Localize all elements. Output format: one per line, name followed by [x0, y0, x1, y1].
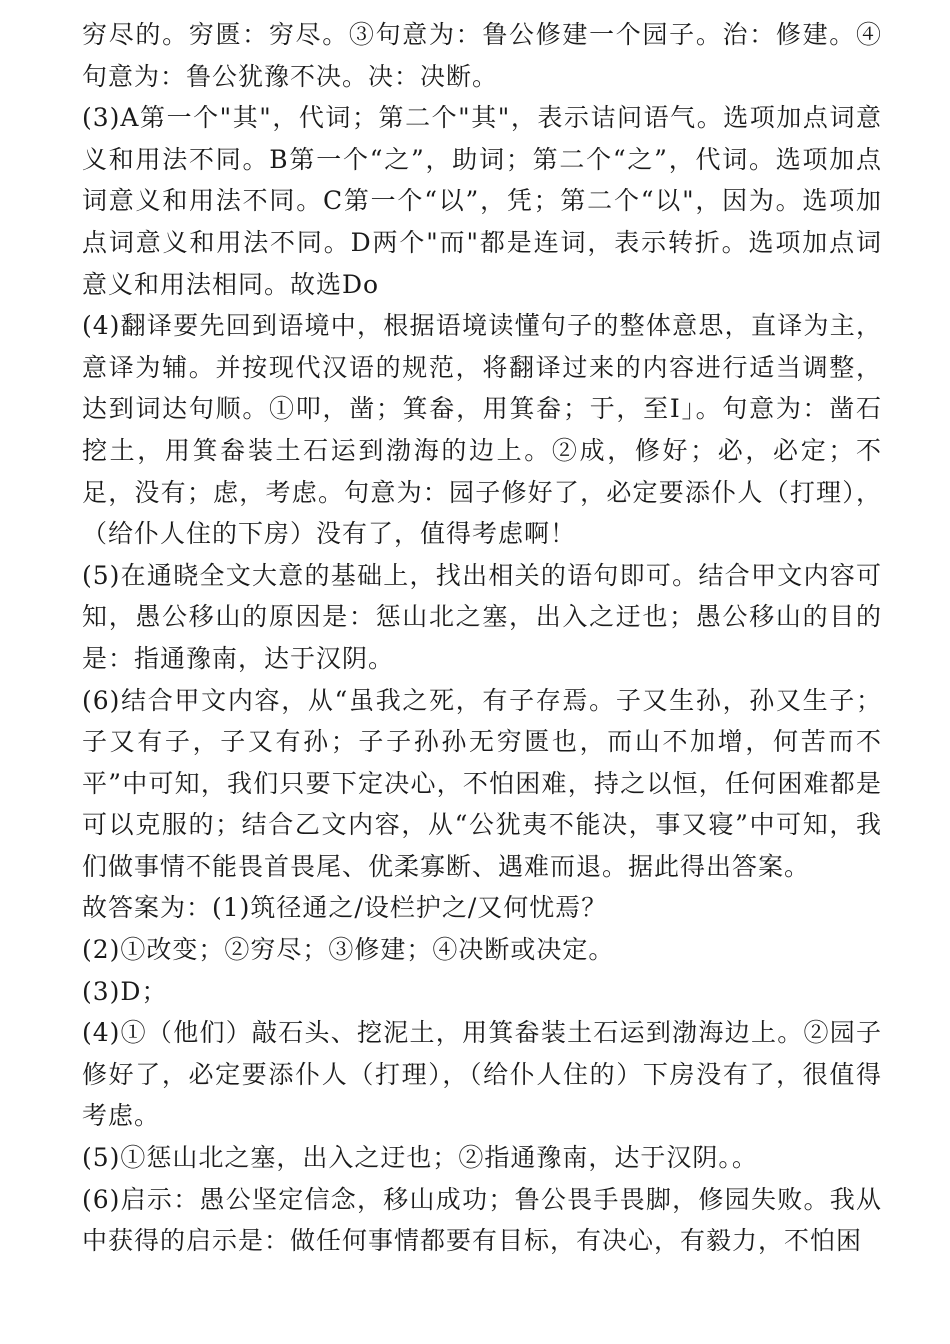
paragraph-question-4: (4)翻译要先回到语境中，根据语境读懂句子的整体意思，直译为主，意译为辅。并按现代汉语的规范，将翻译过来的内容进行适当调整，达到词达句顺。①叩，凿；箕畚，用箕畚；于，至I」。句意为：凿石挖土，用箕畚装土石运到渤海的边上。②成，修好；必，必定；不足，没有；虑，考虑。句意为：园子修好了，必定要添仆人（打理），（给仆人住的下房）没有了，值得考虑啊！	[82, 311, 882, 549]
answer-6: (6)启示：愚公坚定信念，移山成功；鲁公畏手畏脚，修园失败。我从中获得的启示是：做任何事情都要有目标，有决心，有毅力，不怕困	[82, 1184, 882, 1256]
paragraph-question-6: (6)结合甲文内容，从“虽我之死，有子存焉。子又生孙，孙又生子；子又有子，子又有孙；子子孙孙无穷匮也，而山不加增，何苦而不平”中可知，我们只要下定决心，不怕困难，持之以恒，任何困难都是可以克服的；结合乙文内容，从“公犹夷不能决，事又寝”中可知，我们做事情不能畏首畏尾、优柔寡断、遇难而退。据此得出答案。	[82, 685, 882, 881]
paragraph-question-3: (3)A第一个"其"，代词；第二个"其"，表示诘问语气。选项加点词意义和用法不同。B第一个“之”，助词；第二个“之”，代词。选项加点词意义和用法不同。C第一个“以”，凭；第二个“以"，因为。选项加点词意义和用法不同。D两个"而"都是连词，表示转折。选项加点词意义和用法相同。故选Do	[82, 103, 882, 299]
answer-3: (3)D；	[82, 976, 168, 1006]
paragraph-question-5: (5)在通晓全文大意的基础上，找出相关的语句即可。结合甲文内容可知，愚公移山的原因是：惩山北之塞，出入之迂也；愚公移山的目的是：指通豫南，达于汉阴。	[82, 560, 882, 673]
paragraph-1: 穷尽的。穷匮：穷尽。③句意为：鲁公修建一个园子。治：修建。④句意为：鲁公犹豫不决。决：决断。	[82, 20, 882, 91]
answer-4: (4)①（他们）敲石头、挖泥土，用箕畚装土石运到渤海边上。②园子修好了，必定要添仆人（打理），（给仆人住的）下房没有了，很值得考虑。	[82, 1018, 882, 1131]
answer-5: (5)①惩山北之塞，出入之迂也；②指通豫南，达于汉阴。。	[82, 1143, 758, 1173]
document-body	[82, 14, 882, 1262]
answer-2: (2)①改变；②穷尽；③修建；④决断或决定。	[82, 935, 615, 965]
answer-1: 故答案为：(1)筑径通之/设栏护之/又何忧焉？	[82, 893, 608, 923]
